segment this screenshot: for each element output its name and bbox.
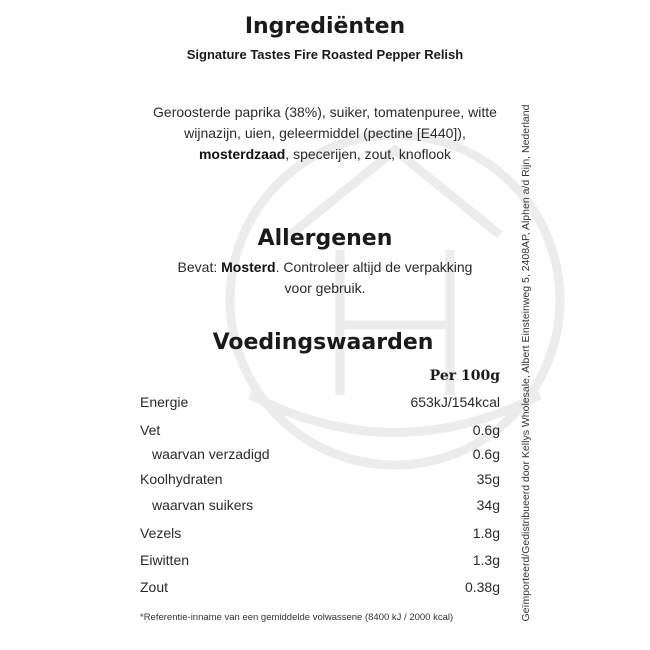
row-label: Vezels	[140, 525, 182, 541]
row-value: 0.38g	[464, 579, 500, 595]
row-value: 1.3g	[472, 552, 500, 568]
row-value: 0.6g	[472, 422, 500, 438]
table-row	[140, 523, 500, 543]
table-row	[140, 420, 500, 440]
table-row	[140, 550, 500, 570]
allergens-line: voor gebruik.	[284, 280, 366, 296]
row-label: Energie	[140, 394, 189, 410]
ingredients-line-rest: , specerijen, zout, knoflook	[285, 146, 452, 162]
row-label: Vet	[140, 422, 161, 438]
row-label: Eiwitten	[140, 552, 190, 568]
row-value: 35g	[476, 471, 500, 487]
allergens-suffix: . Controleer altijd de verpakking	[275, 259, 473, 275]
row-label: Koolhydraten	[140, 471, 223, 487]
row-value: 1.8g	[472, 525, 500, 541]
ingredients-line: wijnazijn, uien, geleermiddel (pectine [E440]),	[184, 125, 466, 141]
nutrition-footnote: *Referentie-inname van een gemiddelde volwassene (8400 kJ / 2000 kcal)	[140, 612, 454, 623]
importer-info: Geïmporteerd/Gedistribueerd door Kellys Wholesale, Albert Einsteinweg 5, 2408AP, Alphen a/d Rijn, Nederland	[520, 104, 532, 622]
row-value: 653kJ/154kcal	[410, 394, 500, 410]
table-row	[140, 444, 500, 464]
allergens-prefix: Bevat:	[177, 259, 222, 275]
allergens-line	[140, 257, 510, 278]
row-value: 34g	[476, 497, 500, 513]
product-name: Signature Tastes Fire Roasted Pepper Relish	[186, 47, 464, 62]
row-value: 0.6g	[472, 446, 500, 462]
row-label: waarvan verzadigd	[152, 446, 270, 462]
allergen-highlight: mosterdzaad	[198, 146, 286, 162]
ingredients-line: Geroosterde paprika (38%), suiker, tomatenpuree, witte	[153, 104, 497, 120]
table-row	[140, 577, 500, 597]
allergens-title: Allergenen	[257, 226, 393, 251]
nutrition-column-header: Per 100g	[429, 368, 500, 384]
ingredients-title: Ingrediënten	[244, 14, 406, 39]
row-label: Zout	[140, 579, 169, 595]
ingredients-text	[140, 102, 510, 165]
allergen-highlight: Mosterd	[221, 259, 276, 275]
nutrition-title: Voedingswaarden	[212, 330, 434, 355]
table-row	[140, 392, 500, 412]
table-row	[140, 469, 500, 489]
table-row	[140, 495, 500, 515]
ingredients-line	[140, 144, 510, 165]
row-label: waarvan suikers	[152, 497, 254, 513]
allergens-text	[140, 257, 510, 299]
